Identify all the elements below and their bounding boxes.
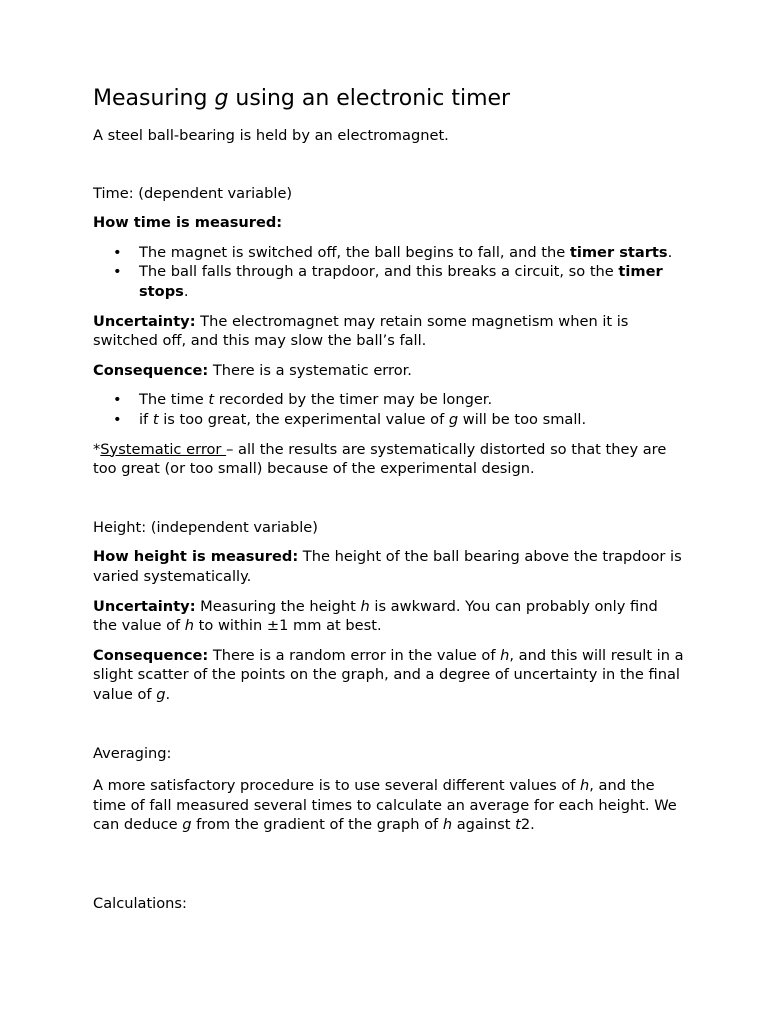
time-uncertainty-paragraph: Uncertainty: The electromagnet may retain some magnetism when it is switched off, and this may slow the ball’s fall. — [93, 312, 629, 350]
title-variable: g — [214, 86, 229, 111]
averaging-heading: Averaging: — [93, 745, 172, 763]
height-section-heading: Height: (independent variable) — [93, 518, 318, 536]
list-item: • The ball falls through a trapdoor, and this breaks a circuit, so the timer stops. — [113, 263, 663, 300]
time-section-heading: Time: (dependent variable) — [93, 184, 293, 202]
averaging-paragraph: A more satisfactory procedure is to use several different values of h, and the time of fall measured several times to calculate an average for each height. We can deduce g from the gradient of the graph of h against t2. — [93, 777, 677, 834]
time-how-list — [93, 243, 685, 302]
systematic-error-note: *Systematic error – all the results are systematically distorted so that they are too great (or too small) because of the experimental design. — [93, 440, 667, 478]
time-how-label: How time is measured: — [93, 214, 283, 232]
time-consequence-list — [93, 390, 685, 429]
height-uncertainty-paragraph: Uncertainty: Measuring the height h is awkward. You can probably only find the value of h to within ±1 mm at best. — [93, 597, 658, 635]
bullet-icon: • — [113, 243, 122, 261]
intro-paragraph: A steel ball-bearing is held by an electromagnet. — [93, 127, 449, 144]
list-item: • if t is too great, the experimental value of g will be too small. — [113, 410, 587, 428]
time-consequence-paragraph: Consequence: There is a systematic error. — [93, 361, 412, 379]
systematic-error-term: Systematic error — [100, 440, 227, 458]
height-how-paragraph: How height is measured: The height of the ball bearing above the trapdoor is varied systematically. — [93, 548, 682, 585]
bullet-icon: • — [113, 410, 122, 428]
list-item: • The time t recorded by the timer may be longer. — [113, 391, 493, 409]
page-title: Measuring g using an electronic timer — [93, 86, 511, 111]
document-page — [93, 84, 685, 923]
bullet-icon: • — [113, 263, 122, 281]
list-item: • The magnet is switched off, the ball begins to fall, and the timer starts. — [113, 243, 673, 261]
height-consequence-paragraph: Consequence: There is a random error in the value of h, and this will result in a slight scatter of the points on the graph, and a degree of uncertainty in the final value of g. — [93, 646, 684, 703]
bullet-icon: • — [113, 391, 122, 409]
calculations-heading: Calculations: — [93, 894, 187, 912]
